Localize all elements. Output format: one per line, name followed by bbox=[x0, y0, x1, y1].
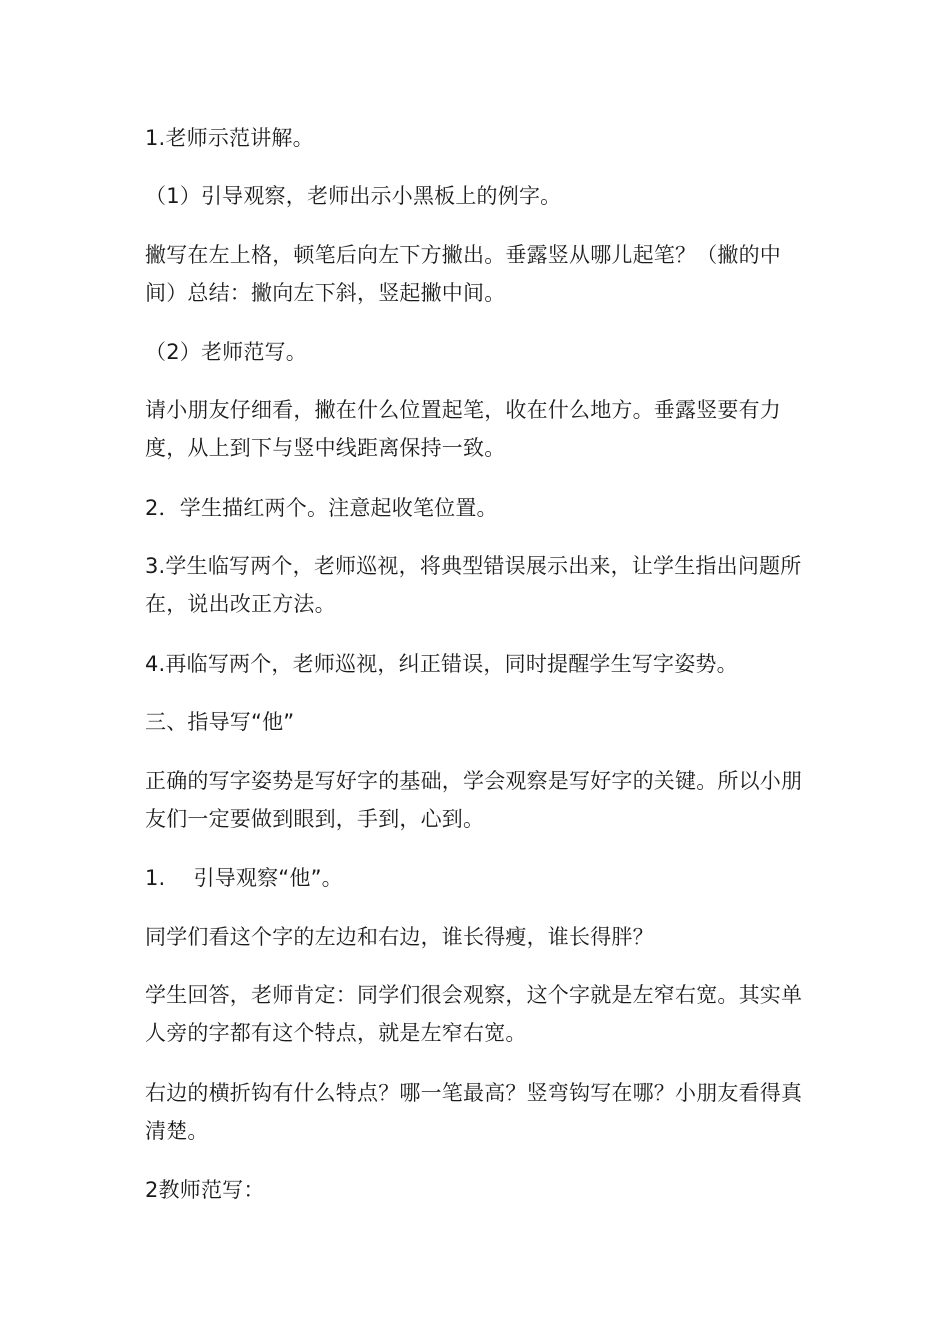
hook-question-paragraph: 右边的横折钩有什么特点？哪一笔最高？竖弯钩写在哪？小朋友看得真清楚。 bbox=[145, 1081, 803, 1143]
student-answer-paragraph: 学生回答，老师肯定：同学们很会观察，这个字就是左窄右宽。其实单人旁的字都有这个特点，就是左窄右宽。 bbox=[145, 983, 803, 1045]
step-2-teacher-writes: 2教师范写： bbox=[145, 1178, 265, 1202]
step-4-copy-again: 4.再临写两个，老师巡视，纠正错误，同时提醒学生写字姿势。 bbox=[145, 652, 738, 676]
step-1-sub-1-observe: （1）引导观察，老师出示小黑板上的例字。 bbox=[145, 184, 562, 208]
stroke-explanation: 撇写在左上格，顿笔后向左下方撇出。垂露竖从哪儿起笔？（撇的中间）总结：撇向左下斜，竖起撇中间。 bbox=[145, 243, 781, 305]
posture-paragraph: 正确的写字姿势是写好字的基础，学会观察是写好字的关键。所以小朋友们一定要做到眼到，手到，心到。 bbox=[145, 769, 803, 831]
step-3-copy: 3.学生临写两个，老师巡视，将典型错误展示出来，让学生指出问题所在，说出改正方法。 bbox=[145, 554, 802, 616]
step-1-observe-ta: 1. 引导观察“他”。 bbox=[145, 866, 343, 890]
question-left-right: 同学们看这个字的左边和右边，谁长得瘦，谁长得胖？ bbox=[145, 925, 654, 949]
step-2-trace: 2．学生描红两个。注意起收笔位置。 bbox=[145, 496, 498, 520]
step-1-demo: 1.老师示范讲解。 bbox=[145, 126, 314, 150]
section-3-heading: 三、指导写“他” bbox=[145, 710, 295, 734]
observe-instruction: 请小朋友仔细看，撇在什么位置起笔，收在什么地方。垂露竖要有力度，从上到下与竖中线距离保持一致。 bbox=[145, 398, 781, 460]
step-1-sub-2-teacher-writes: （2）老师范写。 bbox=[145, 340, 307, 364]
